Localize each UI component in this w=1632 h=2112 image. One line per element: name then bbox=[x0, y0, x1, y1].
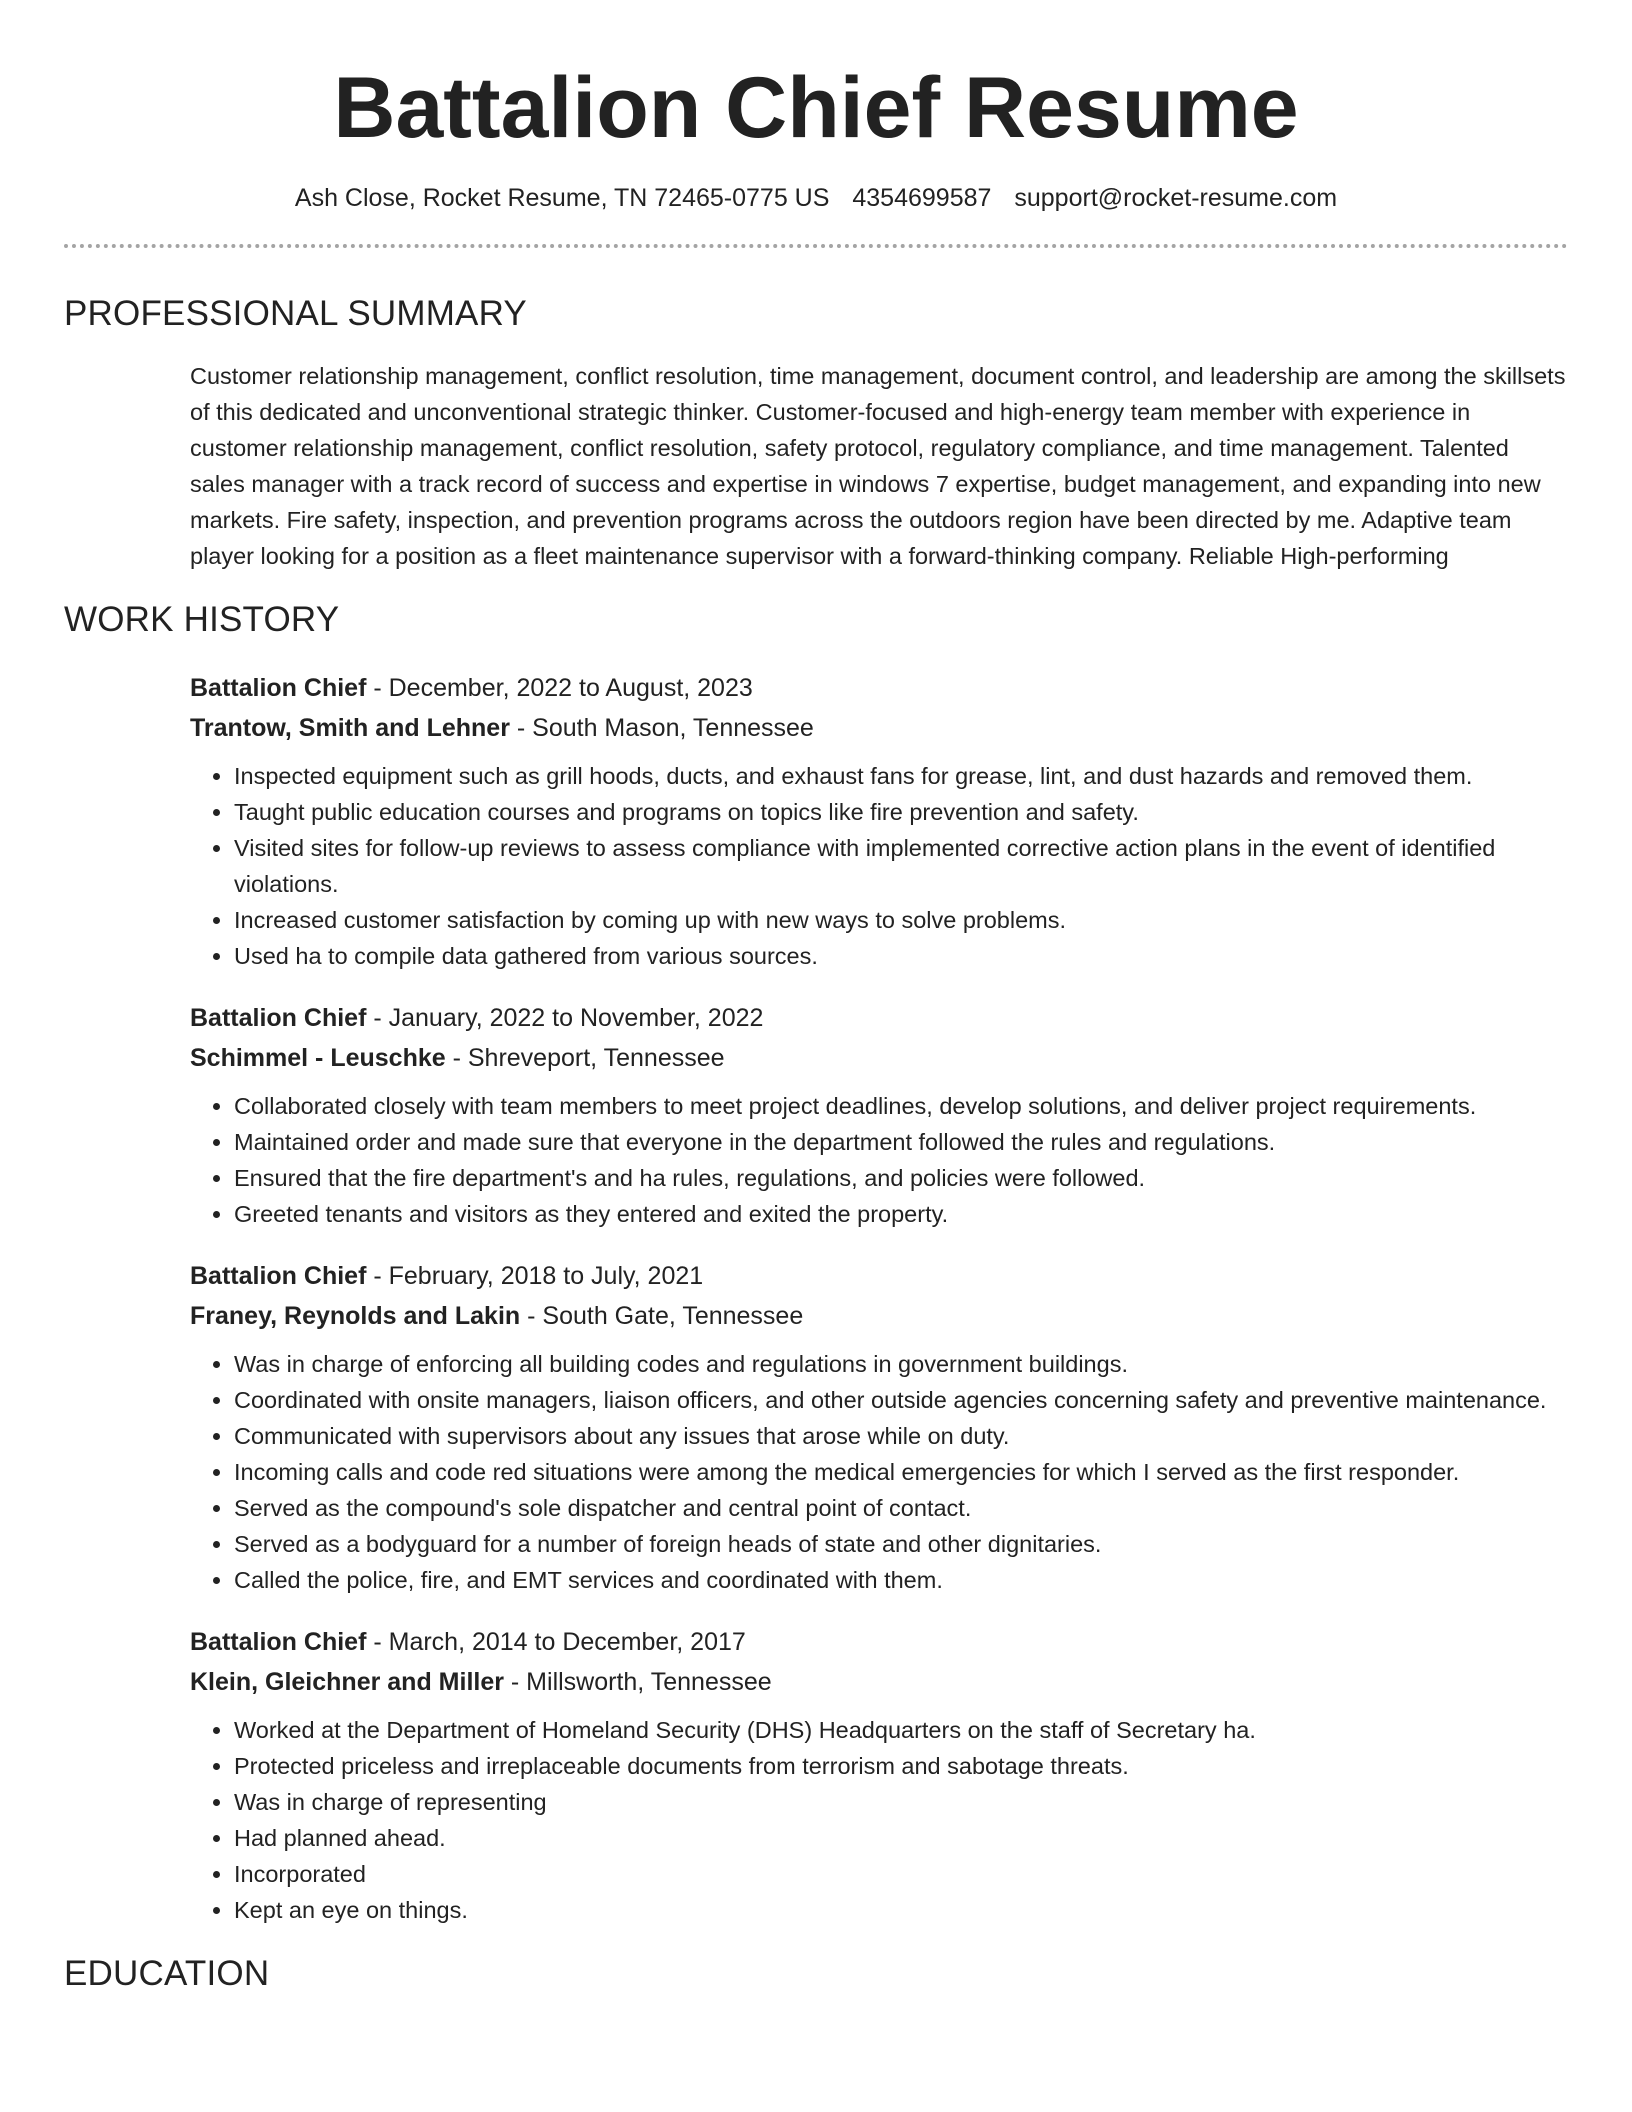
job-bullet-list bbox=[190, 758, 1568, 974]
job-bullet: • Maintained order and made sure that everyone in the department followed the rules and regulations. bbox=[234, 1124, 1568, 1160]
job-company-line bbox=[190, 1038, 1568, 1078]
job-dates: - March, 2014 to December, 2017 bbox=[366, 1628, 746, 1656]
job-bullet: • Served as a bodyguard for a number of foreign heads of state and other dignitaries. bbox=[234, 1526, 1568, 1562]
job-bullet: • Was in charge of representing bbox=[234, 1784, 1568, 1820]
job-bullet: • Ensured that the fire department's and ha rules, regulations, and policies were followed. bbox=[234, 1160, 1568, 1196]
job-bullet: • Called the police, fire, and EMT services and coordinated with them. bbox=[234, 1562, 1568, 1598]
job-bullet: • Incorporated bbox=[234, 1856, 1568, 1892]
job-company: Franey, Reynolds and Lakin bbox=[190, 1302, 521, 1330]
education-heading: EDUCATION bbox=[64, 1954, 270, 1993]
job-company: Trantow, Smith and Lehner bbox=[190, 714, 510, 742]
job-entry bbox=[190, 998, 1568, 1232]
job-entry bbox=[190, 1256, 1568, 1598]
job-bullet: • Collaborated closely with team members to meet project deadlines, develop solutions, and deliver project requirements. bbox=[234, 1088, 1568, 1124]
job-title-line bbox=[190, 998, 1568, 1038]
job-location: - Shreveport, Tennessee bbox=[445, 1044, 725, 1072]
resume-title: Battalion Chief Resume bbox=[333, 60, 1299, 156]
job-title-line bbox=[190, 1256, 1568, 1296]
job-title-line bbox=[190, 1622, 1568, 1662]
header-divider bbox=[64, 244, 1568, 248]
job-bullet: • Inspected equipment such as grill hoods, ducts, and exhaust fans for grease, lint, and dust hazards and removed them. bbox=[234, 758, 1568, 794]
job-bullet: • Communicated with supervisors about any issues that arose while on duty. bbox=[234, 1418, 1568, 1454]
job-company-line bbox=[190, 708, 1568, 748]
job-bullet: • Greeted tenants and visitors as they entered and exited the property. bbox=[234, 1196, 1568, 1232]
job-bullet: • Taught public education courses and programs on topics like fire prevention and safety. bbox=[234, 794, 1568, 830]
job-bullet: • Was in charge of enforcing all building codes and regulations in government buildings. bbox=[234, 1346, 1568, 1382]
job-bullet: • Protected priceless and irreplaceable documents from terrorism and sabotage threats. bbox=[234, 1748, 1568, 1784]
job-bullet: • Increased customer satisfaction by coming up with new ways to solve problems. bbox=[234, 902, 1568, 938]
job-location: - South Gate, Tennessee bbox=[520, 1302, 804, 1330]
job-location: - South Mason, Tennessee bbox=[509, 714, 814, 742]
job-entry bbox=[190, 668, 1568, 974]
summary-heading: PROFESSIONAL SUMMARY bbox=[64, 294, 527, 333]
work-history-heading: WORK HISTORY bbox=[64, 600, 340, 639]
job-title: Battalion Chief bbox=[190, 674, 367, 702]
job-bullet-list bbox=[190, 1346, 1568, 1598]
job-bullet: • Kept an eye on things. bbox=[234, 1892, 1568, 1928]
job-bullet: • Coordinated with onsite managers, liaison officers, and other outside agencies concerning safety and preventive maintenance. bbox=[234, 1382, 1568, 1418]
job-title: Battalion Chief bbox=[190, 1004, 367, 1032]
job-bullet: • Incoming calls and code red situations were among the medical emergencies for which I served as the first responder. bbox=[234, 1454, 1568, 1490]
job-bullet: • Worked at the Department of Homeland Security (DHS) Headquarters on the staff of Secretary ha. bbox=[234, 1712, 1568, 1748]
job-dates: - December, 2022 to August, 2023 bbox=[366, 674, 753, 702]
job-company-line bbox=[190, 1662, 1568, 1702]
job-bullet-list bbox=[190, 1712, 1568, 1928]
contact-address: Ash Close, Rocket Resume, TN 72465-0775 US bbox=[294, 184, 830, 212]
job-bullet-list bbox=[190, 1088, 1568, 1232]
job-bullet: • Served as the compound's sole dispatcher and central point of contact. bbox=[234, 1490, 1568, 1526]
job-bullet: • Had planned ahead. bbox=[234, 1820, 1568, 1856]
contact-phone: 4354699587 bbox=[852, 184, 992, 212]
job-title: Battalion Chief bbox=[190, 1262, 367, 1290]
job-bullet: • Used ha to compile data gathered from various sources. bbox=[234, 938, 1568, 974]
resume-page bbox=[64, 0, 1568, 1996]
job-bullet: • Visited sites for follow-up reviews to assess compliance with implemented corrective action plans in the event of identified violations. bbox=[234, 830, 1568, 902]
job-dates: - February, 2018 to July, 2021 bbox=[366, 1262, 704, 1290]
job-entry bbox=[190, 1622, 1568, 1928]
job-title-line bbox=[190, 668, 1568, 708]
job-company: Schimmel - Leuschke bbox=[190, 1044, 446, 1072]
job-location: - Millsworth, Tennessee bbox=[503, 1668, 772, 1696]
contact-line bbox=[64, 182, 1568, 214]
job-title: Battalion Chief bbox=[190, 1628, 367, 1656]
contact-email: support@rocket-resume.com bbox=[1014, 184, 1338, 212]
job-company: Klein, Gleichner and Miller bbox=[190, 1668, 504, 1696]
job-company-line bbox=[190, 1296, 1568, 1336]
summary-text: Customer relationship management, conflict resolution, time management, document control, and leadership are among the skillsets of this dedicated and unconventional strategic thinker. Customer-focused and high-energy team member with experience in customer relationship management, conflict resolution, safety protocol, regulatory compliance, and time management. Talented sales manager with a track record of success and expertise in windows 7 expertise, budget management, and expanding into new markets. Fire safety, inspection, and prevention programs across the outdoors region have been directed by me. Adaptive team player looking for a position as a fleet maintenance supervisor with a forward-thinking company. Reliable High-performing bbox=[190, 363, 1566, 569]
job-dates: - January, 2022 to November, 2022 bbox=[366, 1004, 764, 1032]
